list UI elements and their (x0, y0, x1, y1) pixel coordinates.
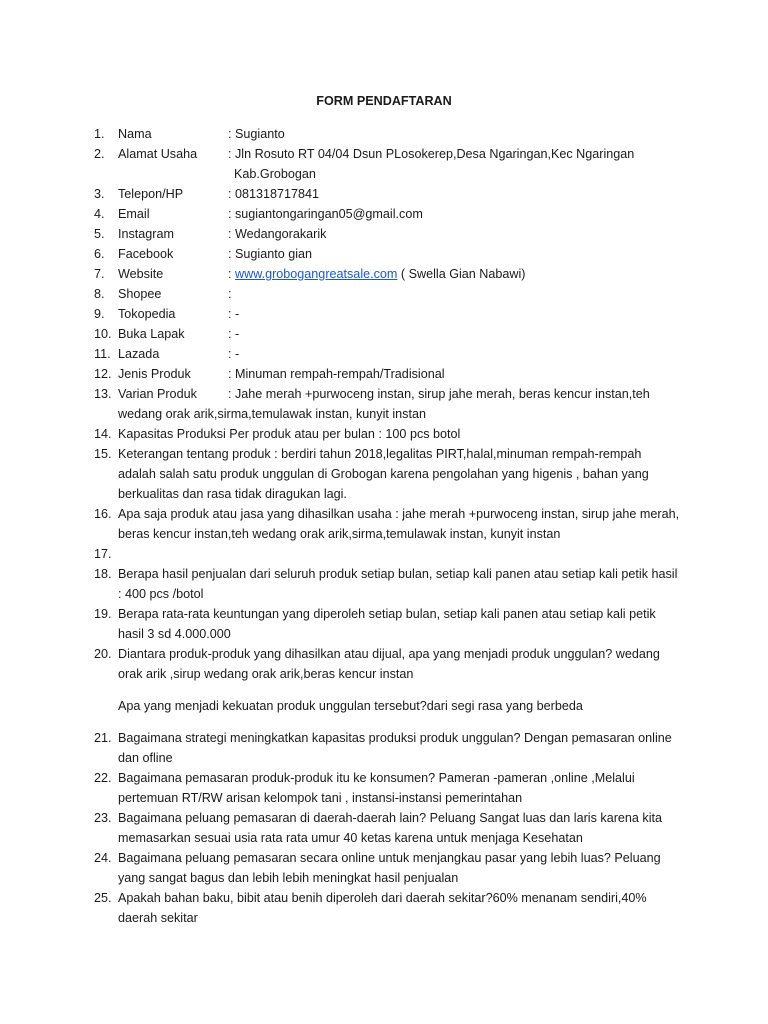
item-number: 5. (94, 227, 105, 241)
item-text: yang sangat bagus dan lebih lebih meningkat hasil penjualan (118, 871, 459, 885)
field-alamat-usaha (94, 144, 694, 184)
field-value: : - (228, 307, 240, 321)
list-item-20 (94, 644, 694, 684)
item-number: 18. (94, 567, 112, 581)
field-label: Email (118, 207, 150, 221)
item-text: orak arik ,sirup wedang orak arik,beras kencur instan (118, 667, 414, 681)
field-website (94, 264, 694, 284)
item-number: 13. (94, 387, 112, 401)
item-number: 11. (94, 347, 111, 361)
item-text: Bagaimana strategi meningkatkan kapasitas produksi produk unggulan? Dengan pemasaran online (118, 731, 672, 745)
item-text: : 400 pcs /botol (118, 587, 204, 601)
item-text: adalah salah satu produk unggulan di Grobogan karena pengolahan yang higenis , bahan yang (118, 467, 649, 481)
item-number: 10. (94, 327, 112, 341)
item-text: Bagaimana peluang pemasaran secara online untuk menjangkau pasar yang lebih luas? Peluang (118, 851, 661, 865)
field-value: : Wedangorakarik (228, 227, 327, 241)
field-value: : 081318717841 (228, 187, 320, 201)
item-text (118, 544, 694, 564)
standalone-paragraph: Apa yang menjadi kekuatan produk unggulan tersebut?dari segi rasa yang berbeda (118, 699, 583, 713)
field-label: Website (118, 267, 164, 281)
list-item-15 (94, 444, 694, 504)
list-item-19 (94, 604, 694, 644)
item-text: Apa saja produk atau jasa yang dihasilkan usaha : jahe merah +purwoceng instan, sirup jahe merah, (118, 507, 680, 521)
item-number: 22. (94, 771, 112, 785)
item-text: hasil 3 sd 4.000.000 (118, 627, 231, 641)
list-item-23 (94, 808, 694, 848)
list-item-16 (94, 504, 694, 544)
item-number: 23. (94, 811, 112, 825)
item-text: Diantara produk-produk yang dihasilkan atau dijual, apa yang menjadi produk unggulan? wedang (118, 647, 660, 661)
item-text: beras kencur instan,teh wedang orak arik,sirma,temulawak instan, kunyit instan (118, 527, 561, 541)
field-label: Jenis Produk (118, 367, 191, 381)
item-number: 21. (94, 731, 112, 745)
item-number: 19. (94, 607, 112, 621)
item-text: Berapa rata-rata keuntungan yang diperoleh setiap bulan, setiap kali panen atau setiap kali petik (118, 607, 656, 621)
field-label: Telepon/HP (118, 187, 184, 201)
field-value-line2: wedang orak arik,sirma,temulawak instan, kunyit instan (118, 407, 426, 421)
list-item-17 (94, 544, 694, 564)
field-value: : - (228, 347, 240, 361)
field-label: Alamat Usaha (118, 147, 198, 161)
item-text: berkualitas dan rasa tidak diragukan lagi. (118, 487, 347, 501)
field-label: Facebook (118, 247, 174, 261)
field-label: Varian Produk (118, 387, 197, 401)
item-number: 6. (94, 247, 105, 261)
item-text: Apakah bahan baku, bibit atau benih diperoleh dari daerah sekitar?60% menanam sendiri,40% (118, 891, 647, 905)
item-text: pertemuan RT/RW arisan kelompok tani , instansi-instansi pemerintahan (118, 791, 523, 805)
field-label: Tokopedia (118, 307, 176, 321)
field-label: Shopee (118, 287, 162, 301)
item-text: Keterangan tentang produk : berdiri tahun 2018,legalitas PIRT,halal,minuman rempah-rempah (118, 447, 642, 461)
item-number: 7. (94, 267, 105, 281)
field-value: : Sugianto (228, 127, 285, 141)
item-text: daerah sekitar (118, 911, 198, 925)
field-label: Lazada (118, 347, 160, 361)
field-shopee (94, 284, 694, 304)
field-instagram (94, 224, 694, 244)
item-number: 1. (94, 127, 105, 141)
item-text: Bagaimana pemasaran produk-produk itu ke konsumen? Pameran -pameran ,online ,Melalui (118, 771, 635, 785)
item-number: 14. (94, 427, 112, 441)
form-list (94, 124, 694, 928)
field-value-line2: Kab.Grobogan (234, 167, 316, 181)
item-text: Berapa hasil penjualan dari seluruh produk setiap bulan, setiap kali panen atau setiap kali petik hasil (118, 567, 678, 581)
list-item-25 (94, 888, 694, 928)
field-label: Buka Lapak (118, 327, 185, 341)
item-number: 2. (94, 147, 105, 161)
item-text: memasarkan sesuai usia rata rata umur 40 ketas karena untuk menjaga Kesehatan (118, 831, 583, 845)
field-value: : - (228, 327, 240, 341)
field-jenis-produk (94, 364, 694, 384)
item-number: 8. (94, 287, 105, 301)
item-number: 9. (94, 307, 105, 321)
colon: : (228, 267, 235, 281)
item-number: 17. (94, 547, 112, 561)
list-item-24 (94, 848, 694, 888)
field-nama (94, 124, 694, 144)
website-note: ( Swella Gian Nabawi) (397, 267, 526, 281)
field-tokopedia (94, 304, 694, 324)
item-text: Kapasitas Produksi Per produk atau per bulan : 100 pcs botol (118, 427, 461, 441)
item-number: 3. (94, 187, 105, 201)
field-label: Nama (118, 127, 152, 141)
field-value: : Minuman rempah-rempah/Tradisional (228, 367, 445, 381)
field-value: : Jln Rosuto RT 04/04 Dsun PLosokerep,Desa Ngaringan,Kec Ngaringan (228, 147, 635, 161)
field-value: : Jahe merah +purwoceng instan, sirup jahe merah, beras kencur instan,teh (228, 387, 650, 401)
field-value: : Sugianto gian (228, 247, 313, 261)
item-number: 25. (94, 891, 112, 905)
field-label: Instagram (118, 227, 174, 241)
list-item-14 (94, 424, 694, 444)
item-number: 16. (94, 507, 112, 521)
form-title: FORM PENDAFTARAN (316, 94, 452, 108)
item-number: 15. (94, 447, 112, 461)
field-facebook (94, 244, 694, 264)
field-buka-lapak (94, 324, 694, 344)
item-number: 12. (94, 367, 112, 381)
list-item-22 (94, 768, 694, 808)
list-item-18 (94, 564, 694, 604)
item-number: 4. (94, 207, 105, 221)
item-text: dan ofline (118, 751, 173, 765)
field-telepon (94, 184, 694, 204)
website-link[interactable]: www.grobogangreatsale.com (235, 267, 398, 281)
field-value: : sugiantongaringan05@gmail.com (228, 207, 423, 221)
item-number: 20. (94, 647, 112, 661)
field-varian-produk (94, 384, 694, 424)
list-item-21 (94, 728, 694, 768)
item-text: Bagaimana peluang pemasaran di daerah-daerah lain? Peluang Sangat luas dan laris karena kita (118, 811, 663, 825)
field-email (94, 204, 694, 224)
field-lazada (94, 344, 694, 364)
field-value: : (228, 287, 232, 301)
item-number: 24. (94, 851, 112, 865)
